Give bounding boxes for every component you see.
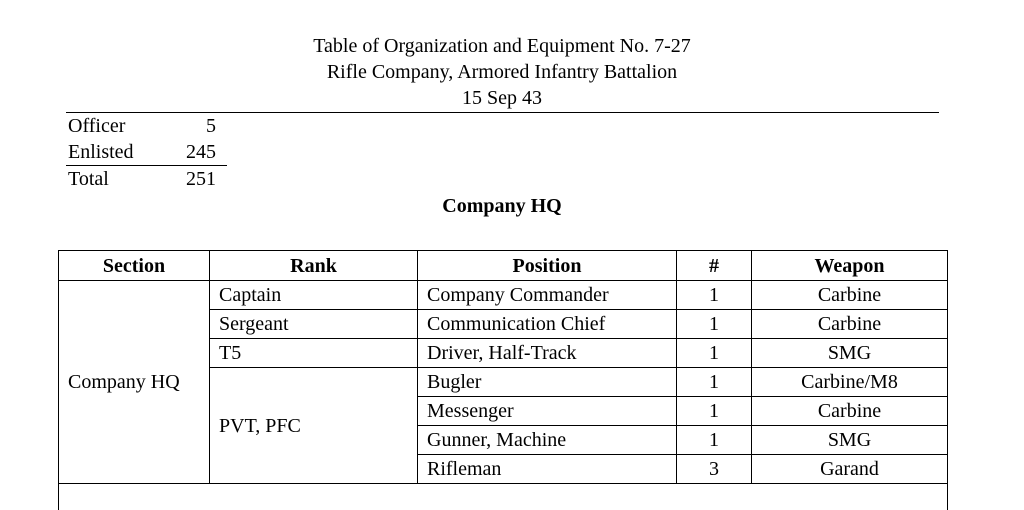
position-cell: Bugler [418,368,677,397]
header-position: Position [418,251,677,281]
summary-divider [66,165,227,166]
document-title: Table of Organization and Equipment No. 7-27 [0,34,1004,58]
weapon-cell: SMG [752,426,948,455]
empty-cell [59,484,948,510]
header-count: # [677,251,752,281]
count-cell: 1 [677,368,752,397]
officer-value: 5 [156,114,216,138]
table-row-empty [59,484,948,510]
weapon-cell: Carbine [752,281,948,310]
rank-cell: T5 [210,339,418,368]
rank-cell: Captain [210,281,418,310]
officer-label: Officer [68,114,125,138]
section-heading: Company HQ [0,194,1004,218]
document-subtitle: Rifle Company, Armored Infantry Battalion [0,60,1004,84]
table-header-row [59,251,948,281]
enlisted-label: Enlisted [68,140,134,164]
position-cell: Gunner, Machine [418,426,677,455]
position-cell: Driver, Half-Track [418,339,677,368]
header-rank: Rank [210,251,418,281]
header-section: Section [59,251,210,281]
weapon-cell: Carbine [752,397,948,426]
header-weapon: Weapon [752,251,948,281]
position-cell: Rifleman [418,455,677,484]
rank-cell: PVT, PFC [210,368,418,484]
section-cell: Company HQ [59,281,210,484]
count-cell: 1 [677,397,752,426]
count-cell: 3 [677,455,752,484]
count-cell: 1 [677,426,752,455]
rank-cell: Sergeant [210,310,418,339]
weapon-cell: SMG [752,339,948,368]
count-cell: 1 [677,310,752,339]
position-cell: Company Commander [418,281,677,310]
total-label: Total [68,167,109,191]
weapon-cell: Carbine [752,310,948,339]
weapon-cell: Garand [752,455,948,484]
count-cell: 1 [677,281,752,310]
position-cell: Messenger [418,397,677,426]
table-row [59,281,948,310]
document-date: 15 Sep 43 [0,86,1004,110]
enlisted-value: 245 [156,140,216,164]
count-cell: 1 [677,339,752,368]
position-cell: Communication Chief [418,310,677,339]
roster-table [58,250,948,510]
weapon-cell: Carbine/M8 [752,368,948,397]
title-divider [66,112,939,113]
total-value: 251 [156,167,216,191]
